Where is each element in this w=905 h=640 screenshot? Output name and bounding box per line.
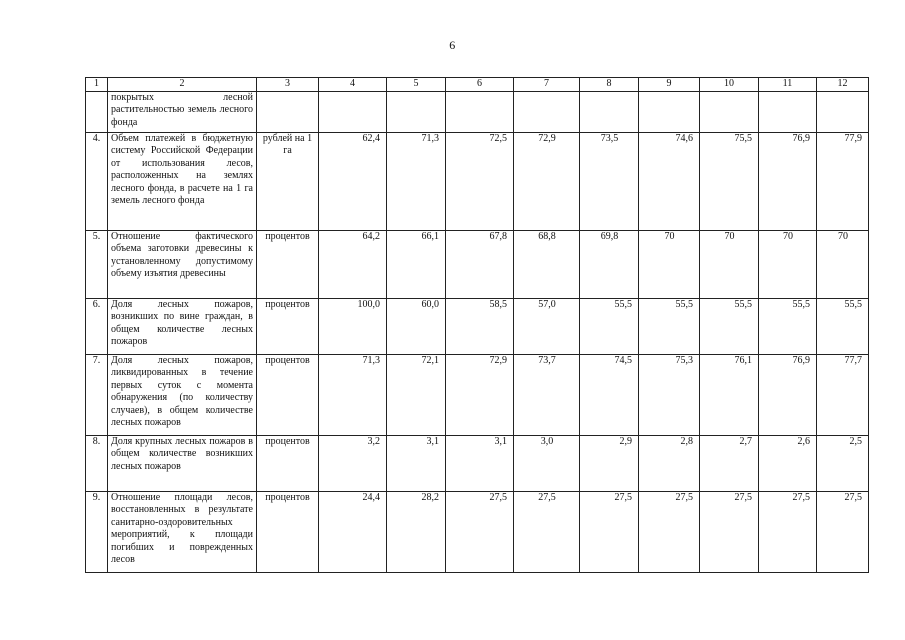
row-number: 6. (86, 299, 108, 355)
column-number: 9 (639, 78, 700, 92)
unit: процентов (257, 355, 319, 436)
row-number: 9. (86, 492, 108, 573)
value-cell: 74,5 (580, 355, 639, 436)
value-cell: 77,7 (817, 355, 869, 436)
value-cell: 71,3 (319, 355, 387, 436)
value-cell: 68,8 (514, 231, 580, 299)
value-cell: 76,9 (759, 133, 817, 231)
row-number: 4. (86, 133, 108, 231)
value-cell: 27,5 (700, 492, 759, 573)
value-cell: 100,0 (319, 299, 387, 355)
page-number: 6 (449, 38, 456, 52)
value-cell: 75,5 (700, 133, 759, 231)
value-cell: 27,5 (580, 492, 639, 573)
value-cell: 71,3 (387, 133, 446, 231)
value-cell (387, 92, 446, 133)
indicator-name: Доля лесных пожаров, ликвидированных в течение первых суток с момента обнаружения (по количеству случаев), в общем количестве лесных пожаров (108, 355, 257, 436)
unit: рублей на 1 га (257, 133, 319, 231)
indicator-name: Отношение фактического объема заготовки древесины к установленному допустимому объему изъятия древесины (108, 231, 257, 299)
indicator-name: Объем платежей в бюджетную систему Российской Федерации от использования лесов, расположенных на землях лесного фонда, в расчете на 1 га земель лесного фонда (108, 133, 257, 231)
value-cell: 55,5 (817, 299, 869, 355)
column-number: 12 (817, 78, 869, 92)
value-cell: 27,5 (817, 492, 869, 573)
column-number: 6 (446, 78, 514, 92)
value-cell: 73,7 (514, 355, 580, 436)
value-cell: 28,2 (387, 492, 446, 573)
value-cell: 58,5 (446, 299, 514, 355)
value-cell: 2,7 (700, 436, 759, 492)
value-cell: 70 (700, 231, 759, 299)
value-cell: 72,5 (446, 133, 514, 231)
value-cell: 57,0 (514, 299, 580, 355)
value-cell: 66,1 (387, 231, 446, 299)
value-cell: 55,5 (700, 299, 759, 355)
value-cell: 27,5 (514, 492, 580, 573)
value-cell: 27,5 (639, 492, 700, 573)
value-cell: 3,1 (387, 436, 446, 492)
value-cell (319, 92, 387, 133)
column-number: 3 (257, 78, 319, 92)
row-number: 8. (86, 436, 108, 492)
value-cell: 76,1 (700, 355, 759, 436)
value-cell (514, 92, 580, 133)
table-row (86, 133, 869, 231)
value-cell: 3,2 (319, 436, 387, 492)
value-cell (817, 92, 869, 133)
unit: процентов (257, 492, 319, 573)
value-cell: 69,8 (580, 231, 639, 299)
indicator-name: Доля лесных пожаров, возникших по вине граждан, в общем количестве лесных пожаров (108, 299, 257, 355)
value-cell: 74,6 (639, 133, 700, 231)
table-row (86, 231, 869, 299)
value-cell: 70 (639, 231, 700, 299)
value-cell: 2,5 (817, 436, 869, 492)
value-cell: 67,8 (446, 231, 514, 299)
value-cell: 2,9 (580, 436, 639, 492)
indicators-table (85, 77, 869, 573)
table-row (86, 299, 869, 355)
value-cell (700, 92, 759, 133)
value-cell: 27,5 (446, 492, 514, 573)
value-cell: 62,4 (319, 133, 387, 231)
column-number: 2 (108, 78, 257, 92)
value-cell: 3,0 (514, 436, 580, 492)
unit: процентов (257, 299, 319, 355)
value-cell: 27,5 (759, 492, 817, 573)
table-row (86, 492, 869, 573)
value-cell: 55,5 (639, 299, 700, 355)
value-cell: 70 (759, 231, 817, 299)
column-number: 1 (86, 78, 108, 92)
value-cell: 72,9 (514, 133, 580, 231)
value-cell: 24,4 (319, 492, 387, 573)
column-number: 11 (759, 78, 817, 92)
table-row (86, 355, 869, 436)
column-number: 5 (387, 78, 446, 92)
value-cell: 77,9 (817, 133, 869, 231)
value-cell: 64,2 (319, 231, 387, 299)
column-number: 10 (700, 78, 759, 92)
row-number: 5. (86, 231, 108, 299)
value-cell: 55,5 (580, 299, 639, 355)
value-cell: 76,9 (759, 355, 817, 436)
unit: процентов (257, 231, 319, 299)
value-cell: 72,1 (387, 355, 446, 436)
column-number: 7 (514, 78, 580, 92)
value-cell: 2,8 (639, 436, 700, 492)
value-cell (446, 92, 514, 133)
unit: процентов (257, 436, 319, 492)
value-cell: 55,5 (759, 299, 817, 355)
value-cell: 60,0 (387, 299, 446, 355)
column-number: 4 (319, 78, 387, 92)
value-cell: 72,9 (446, 355, 514, 436)
indicator-name: Доля крупных лесных пожаров в общем количестве возникших лесных пожаров (108, 436, 257, 492)
value-cell: 73,5 (580, 133, 639, 231)
value-cell (759, 92, 817, 133)
value-cell (639, 92, 700, 133)
value-cell: 70 (817, 231, 869, 299)
row-number (86, 92, 108, 133)
table-row (86, 92, 869, 133)
value-cell: 3,1 (446, 436, 514, 492)
value-cell (580, 92, 639, 133)
table-row (86, 436, 869, 492)
value-cell: 2,6 (759, 436, 817, 492)
indicator-name: покрытых лесной растительностью земель лесного фонда (108, 92, 257, 133)
unit (257, 92, 319, 133)
row-number: 7. (86, 355, 108, 436)
value-cell: 75,3 (639, 355, 700, 436)
indicator-name: Отношение площади лесов, восстановленных в результате санитарно-оздоровительных мероприятий, к площади погибших и поврежденных лесов (108, 492, 257, 573)
column-number-row (86, 78, 869, 92)
column-number: 8 (580, 78, 639, 92)
